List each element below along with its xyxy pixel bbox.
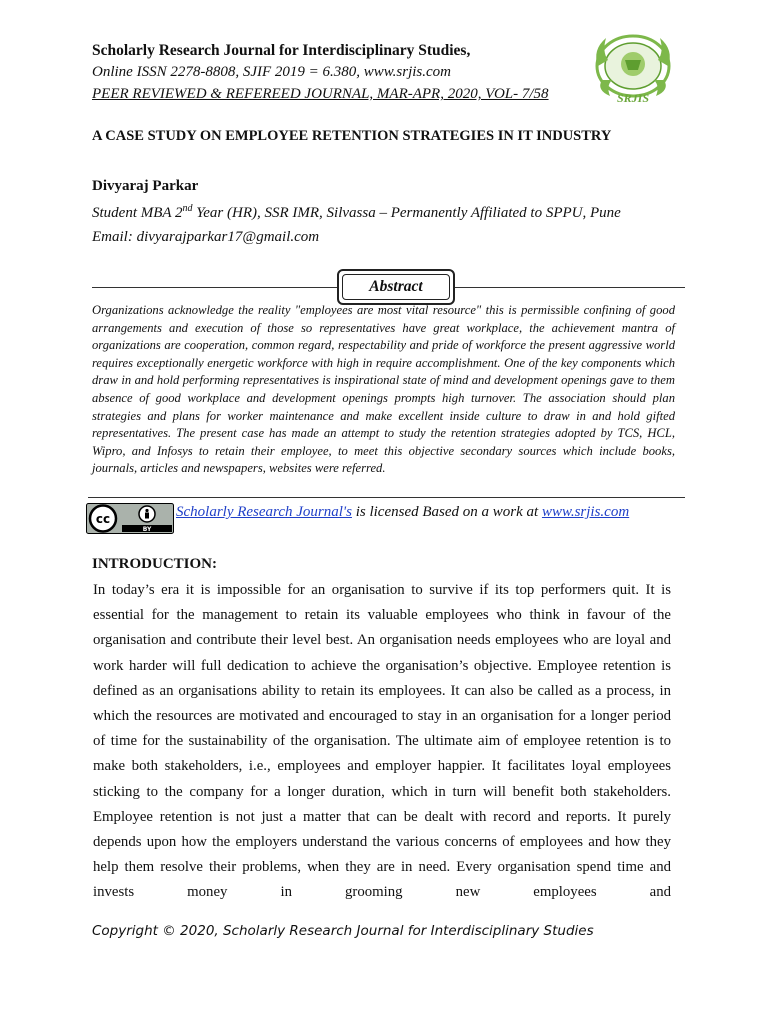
paper-title: A CASE STUDY ON EMPLOYEE RETENTION STRATEGIES IN IT INDUSTRY	[92, 128, 612, 144]
issn-line: Online ISSN 2278-8808, SJIF 2019 = 6.380, www.srjis.com	[92, 64, 451, 80]
license-line: Scholarly Research Journal's is licensed Based on a work at www.srjis.com	[176, 504, 630, 520]
introduction-text: In today’s era it is impossible for an organisation to survive if its top performers quit. It is essential for the management to retain its valuable employees who think in favour of the organisation and contribute their level best. An organisation needs employees who are loyal and work harder will full dedication to achieve the organisation’s objective. Employee retention is defined as an organisations ability to retain its employees. It can also be called as a process, in which the resources are motivated and encouraged to stay in an organisation for a longer period of time for the sustainability of the organisation. The ultimate aim of employee retention is to make both stakeholders, i.e., employees and employer happier. It facilitates loyal employees sticking to the company for a longer duration, which in turn will benefit both stakeholders. Employee retention is not just a matter that can be dealt with record and reports. It purely depends upon how the employers understand the various concerns of employees and how they help them resolve their problems, when they are in need. Every organisation spend time and invests money in grooming new employees and	[93, 582, 671, 901]
divider-left	[92, 287, 337, 288]
abstract-text: Organizations acknowledge the reality "employees are most vital resource" this is permissible confining of good arrangements and execution of those so representatives have great workplace, the achievement mantra of organizations are cooperation, common regard, respectability and pride of workforce the present aggressive world requires exceptionally energetic workforce with high in require accomplishment. One of the key components which draw in and hold performing representatives is inspirational state of mind and development openings gave to them absence of good workplace and development openings prompts high turnover. The association should plan strategies and plans for worker maintenance and make excellent inside culture to draw in and hold gifted representatives. The present case has made an attempt to study the retention strategies adopted by TCS, HCL, Wipro, and Infosys to retain their employee, to meet this objective secondary sources which include books, journals, articles and newspapers, websites were referred.	[92, 303, 675, 476]
abstract-heading: Abstract	[342, 274, 450, 300]
abstract-bottom-divider	[88, 497, 685, 498]
abstract-heading-box	[337, 269, 455, 305]
srjis-logo	[588, 30, 678, 106]
journal-link[interactable]: Scholarly Research Journal's	[176, 504, 352, 520]
author-name: Divyaraj Parkar	[92, 178, 199, 194]
copyright-footer: Copyright © 2020, Scholarly Research Journal for Interdisciplinary Studies	[92, 923, 594, 939]
author-email: Email: divyarajparkar17@gmail.com	[92, 229, 320, 245]
introduction-heading: INTRODUCTION:	[92, 556, 218, 572]
author-affiliation: Student MBA 2nd Year (HR), SSR IMR, Silvassa – Permanently Affiliated to SPPU, Pune	[92, 203, 621, 221]
peer-review-line: PEER REVIEWED & REFEREED JOURNAL, MAR-APR, 2020, VOL- 7/58	[92, 86, 549, 102]
journal-name: Scholarly Research Journal for Interdisciplinary Studies,	[92, 42, 471, 59]
svg-text:cc: cc	[95, 512, 111, 526]
srjis-website-link[interactable]: www.srjis.com	[541, 504, 630, 520]
svg-text:SRJIS: SRJIS	[616, 91, 650, 105]
svg-text:BY: BY	[142, 526, 152, 533]
divider-right	[455, 287, 685, 288]
cc-by-license-icon	[86, 503, 174, 534]
